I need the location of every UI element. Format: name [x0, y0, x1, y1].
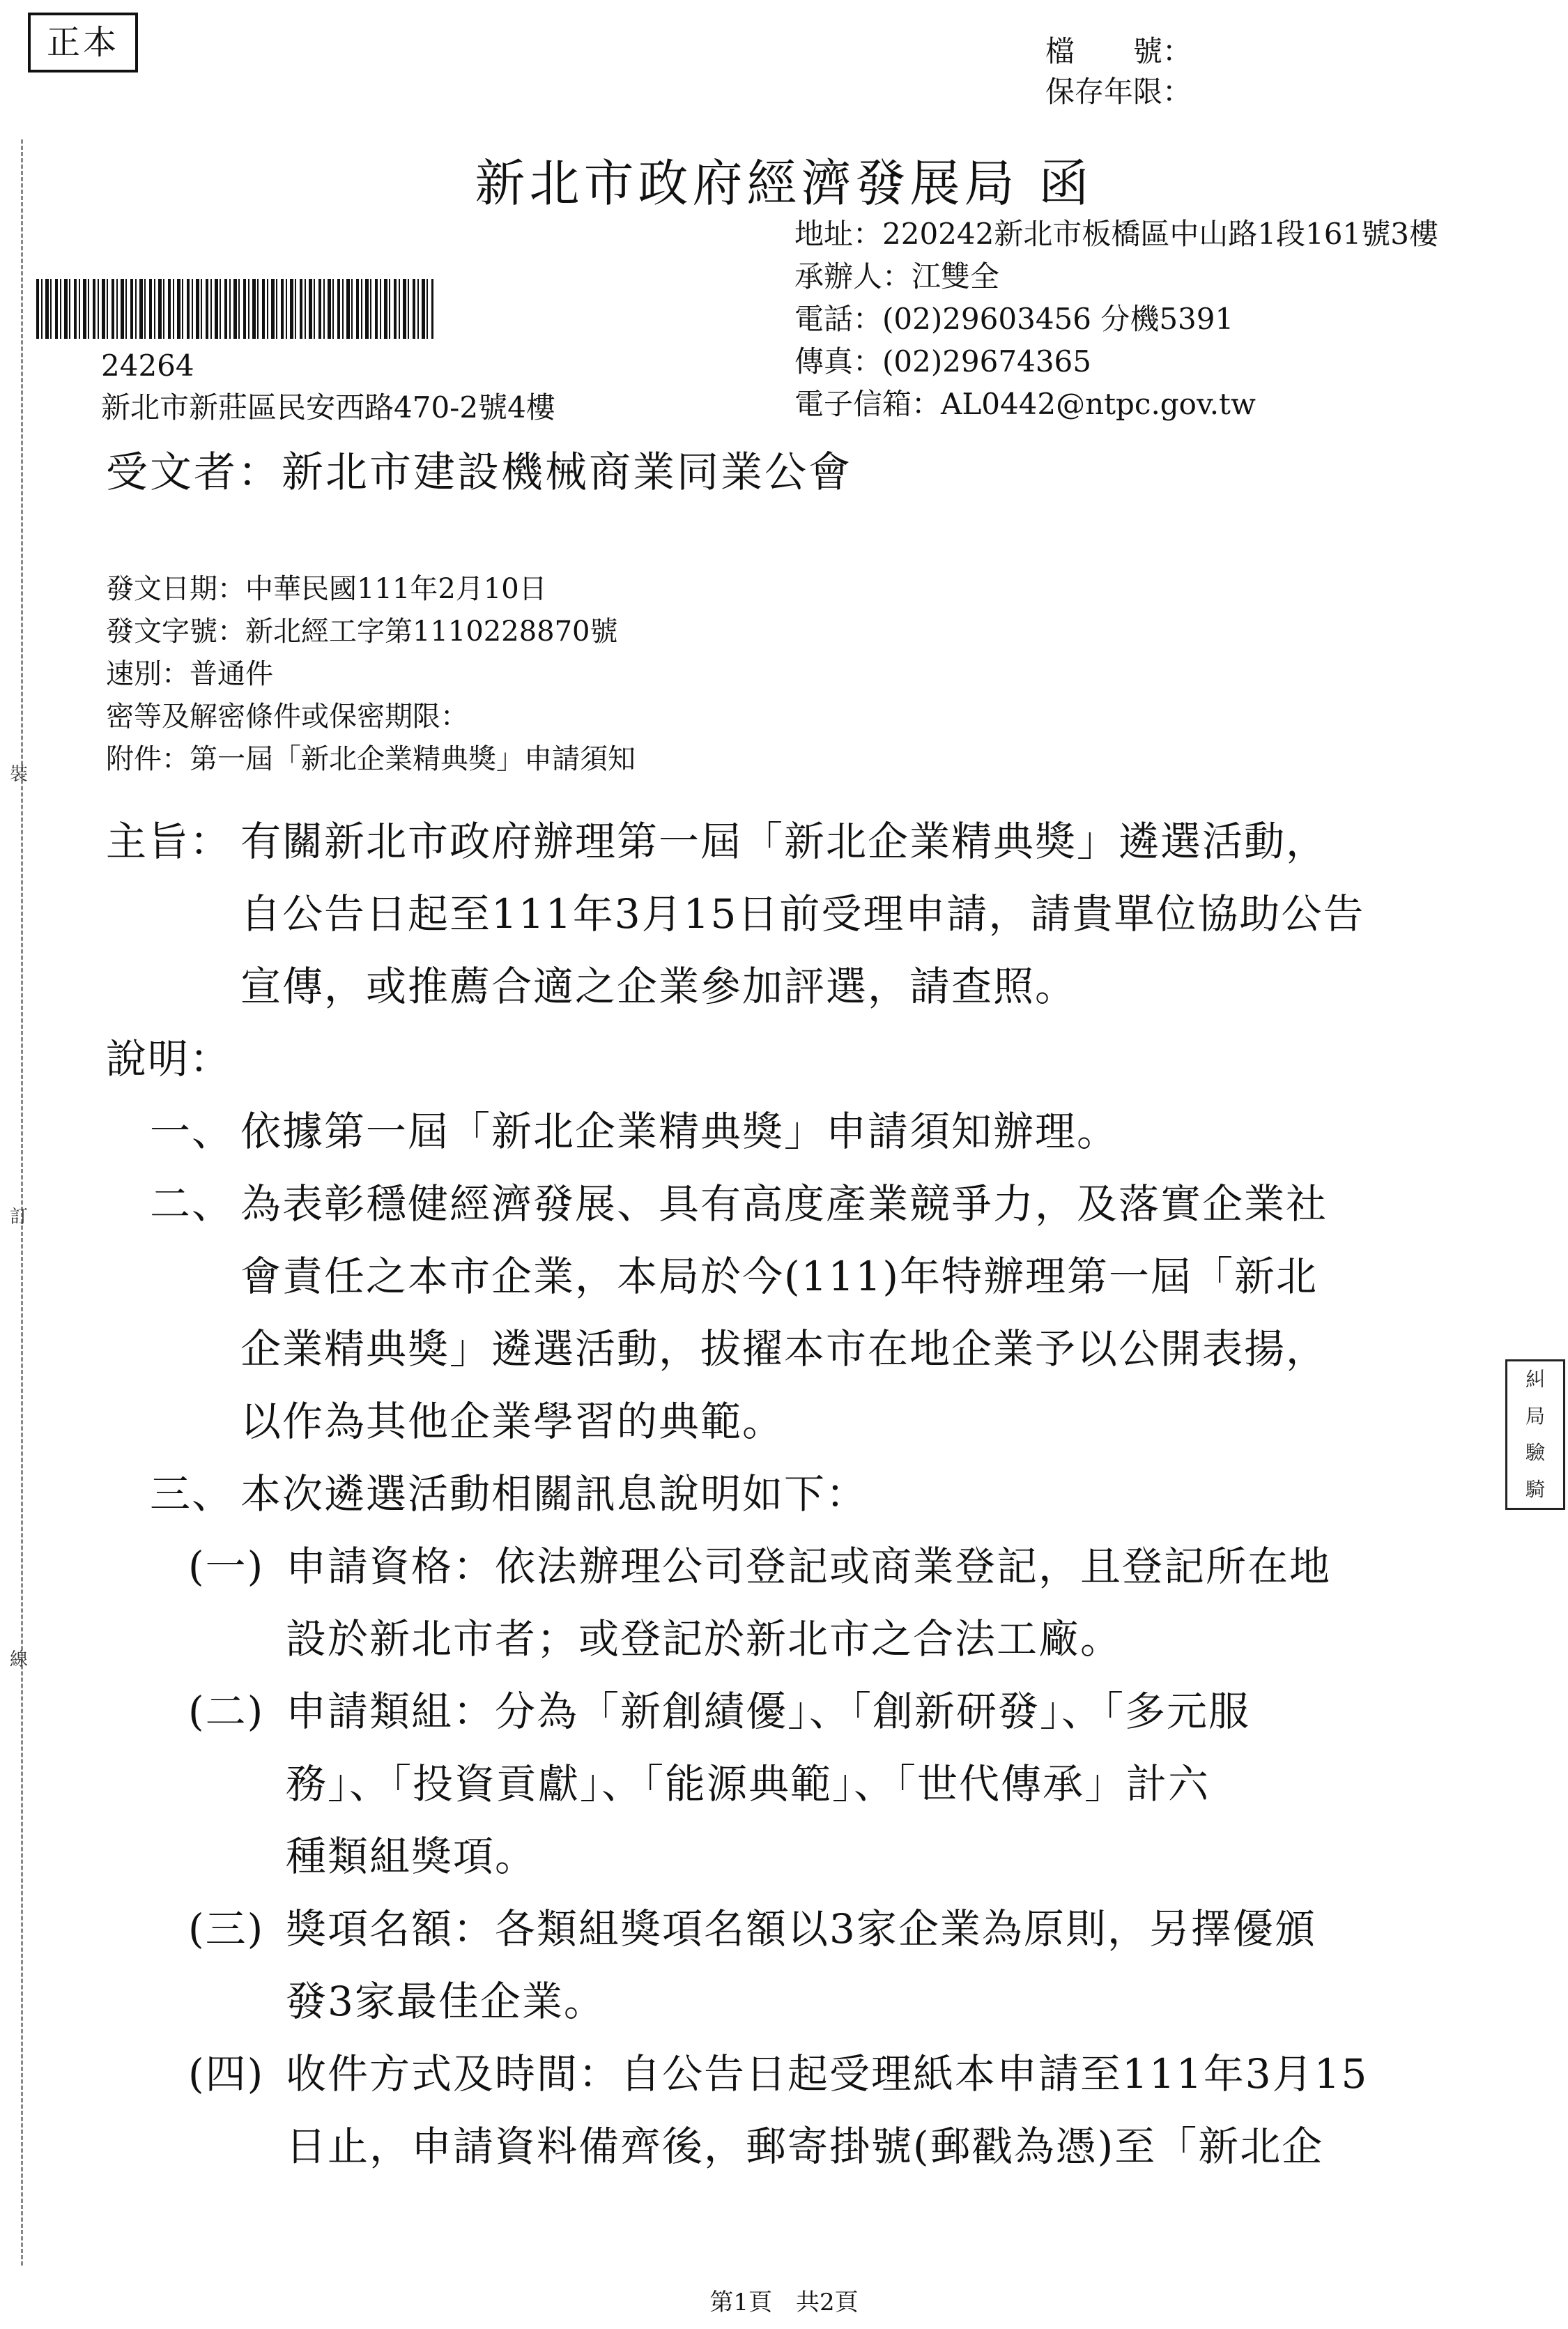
secrecy-level: 密等及解密條件或保密期限：	[106, 701, 468, 733]
recipient-line: 受文者：新北市建設機械商業同業公會	[106, 448, 852, 497]
item-line: 以作為其他企業學習的典範。	[240, 1398, 785, 1445]
seal-char: 糾	[1525, 1368, 1545, 1391]
page-number: 第1頁 共2頁	[709, 2289, 859, 2316]
case-handler: 承辦人：江雙全	[794, 259, 1000, 293]
recipient-street: 新北市新莊區民安西路470-2號4樓	[101, 390, 555, 425]
margin-mark-bind: 裝	[10, 764, 29, 785]
recipient-address	[101, 345, 555, 429]
item-number: 一、	[150, 1108, 234, 1155]
sub-item-line: 務」、「投資貢獻」、「能源典範」、「世代傳承」計六	[286, 1760, 1210, 1808]
item-line: 依據第一屆「新北企業精典獎」申請須知辦理。	[240, 1108, 1119, 1155]
document-number: 發文字號：新北經工字第1110228870號	[106, 616, 618, 648]
seal-char: 騎	[1525, 1477, 1545, 1501]
file-number-label: 檔 號：	[1045, 34, 1192, 68]
sub-item-line: 日止，申請資料備齊後，郵寄掛號(郵戳為憑)至「新北企	[286, 2123, 1324, 2170]
retention-period-label: 保存年限：	[1045, 75, 1192, 109]
sub-item-number: (一)	[188, 1543, 265, 1590]
item-line: 會責任之本市企業，本局於今(111)年特辦理第一屆「新北	[240, 1253, 1318, 1300]
recipient-postcode: 24264	[101, 349, 194, 383]
side-seal-stamp	[1505, 1359, 1565, 1510]
seal-char: 驗	[1525, 1441, 1545, 1465]
sub-item-number: (三)	[188, 1905, 265, 1953]
margin-mark-staple: 訂	[10, 1207, 29, 1228]
email: 電子信箱：AL0442@ntpc.gov.tw	[794, 387, 1256, 421]
document-info-block	[106, 568, 636, 781]
fax: 傳真：(02)29674365	[794, 344, 1091, 379]
sub-item-line: 申請類組：分為「新創績優」、「創新研發」、「多元服	[286, 1688, 1251, 1735]
phone: 電話：(02)29603456 分機5391	[794, 302, 1234, 336]
sub-item-number: (二)	[188, 1688, 265, 1735]
original-copy-stamp: 正本	[28, 13, 138, 72]
subject-line: 有關新北市政府辦理第一屆「新北企業精典獎」遴選活動，	[240, 818, 1328, 865]
sub-item-line: 獎項名額：各類組獎項名額以3家企業為原則，另擇優頒	[286, 1905, 1316, 1953]
subject-line: 宣傳，或推薦合適之企業參加評選，請查照。	[240, 963, 1077, 1010]
item-line: 為表彰穩健經濟發展、具有高度產業競爭力，及落實企業社	[240, 1180, 1328, 1228]
delivery-speed: 速別：普通件	[106, 658, 273, 690]
sub-item-line: 種類組獎項。	[286, 1833, 537, 1880]
explanation-label: 說明：	[106, 1035, 232, 1083]
sub-item-line: 收件方式及時間：自公告日起受理紙本申請至111年3月15	[286, 2050, 1369, 2098]
sub-item-line: 設於新北市者；或登記於新北市之合法工廠。	[286, 1615, 1123, 1663]
issue-date: 發文日期：中華民國111年2月10日	[106, 573, 547, 605]
sub-item-line: 發3家最佳企業。	[286, 1978, 606, 2025]
subject-line: 自公告日起至111年3月15日前受理申請，請貴單位協助公告	[240, 890, 1365, 938]
sender-address: 地址：220242新北市板橋區中山路1段161號3樓	[794, 217, 1438, 251]
sender-contact-block	[794, 213, 1438, 425]
barcode	[36, 279, 433, 339]
sub-item-line: 申請資格：依法辦理公司登記或商業登記，且登記所在地	[286, 1543, 1332, 1590]
sub-item-number: (四)	[188, 2050, 265, 2098]
item-number: 三、	[150, 1470, 234, 1518]
item-line: 企業精典獎」遴選活動，拔擢本市在地企業予以公開表揚，	[240, 1325, 1328, 1373]
attachment: 附件：第一屆「新北企業精典獎」申請須知	[106, 743, 636, 775]
subject-label: 主旨：	[106, 818, 232, 865]
item-number: 二、	[150, 1180, 234, 1228]
item-line: 本次遴選活動相關訊息說明如下：	[240, 1470, 868, 1518]
margin-mark-line: 線	[10, 1649, 29, 1670]
document-title: 新北市政府經濟發展局 函	[475, 154, 1093, 213]
seal-char: 局	[1525, 1404, 1545, 1428]
